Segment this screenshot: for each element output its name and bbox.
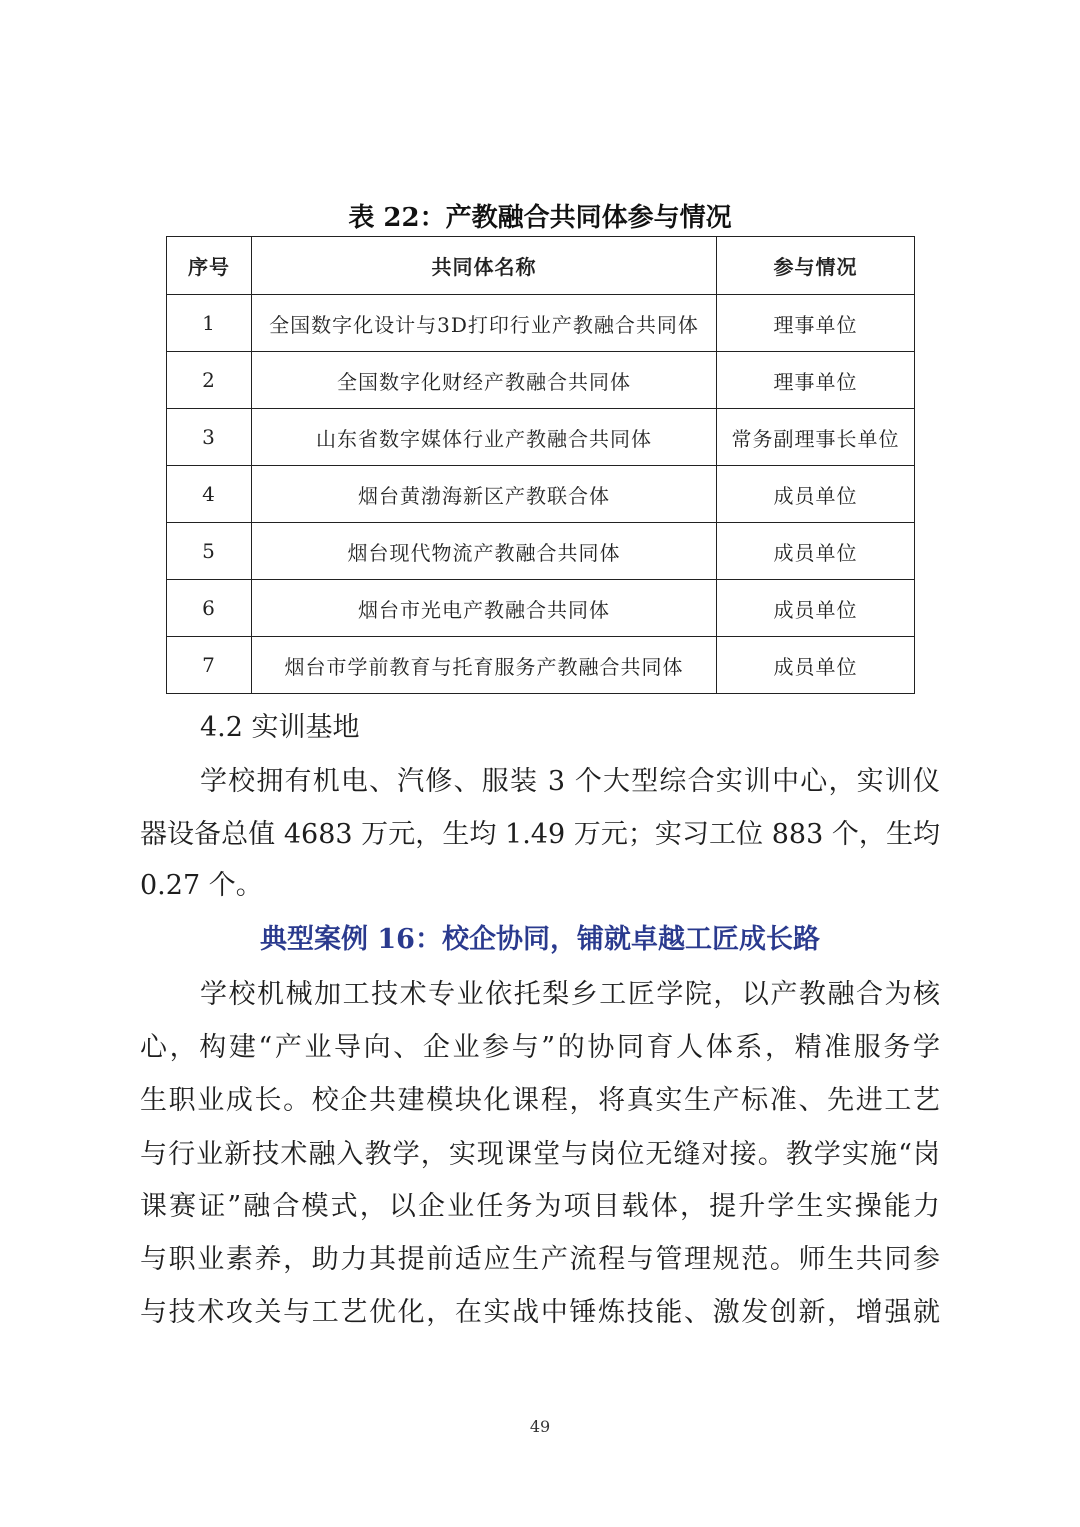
cell-community-name: 烟台市光电产教融合共同体 bbox=[252, 580, 717, 637]
table-header-row bbox=[167, 237, 915, 295]
cell-participation: 理事单位 bbox=[717, 352, 915, 409]
cell-participation: 成员单位 bbox=[717, 466, 915, 523]
header-index: 序号 bbox=[167, 237, 252, 295]
cell-participation: 成员单位 bbox=[717, 523, 915, 580]
cell-index: 7 bbox=[167, 637, 252, 694]
section-heading: 4.2 实训基地 bbox=[200, 712, 360, 743]
cell-index: 1 bbox=[167, 295, 252, 352]
cell-community-name: 全国数字化设计与3D打印行业产教融合共同体 bbox=[252, 295, 717, 352]
case-paragraph-line: 生职业成长。校企共建模块化课程，将真实生产标准、先进工艺 bbox=[140, 1085, 940, 1116]
table-row bbox=[167, 409, 915, 466]
table-row bbox=[167, 352, 915, 409]
cell-index: 5 bbox=[167, 523, 252, 580]
case-paragraph-line: 与技术攻关与工艺优化，在实战中锤炼技能、激发创新，增强就 bbox=[140, 1297, 940, 1328]
cell-community-name: 烟台现代物流产教融合共同体 bbox=[252, 523, 717, 580]
cell-community-name: 烟台黄渤海新区产教联合体 bbox=[252, 466, 717, 523]
cell-participation: 理事单位 bbox=[717, 295, 915, 352]
page-number: 49 bbox=[529, 1417, 551, 1436]
case-paragraph-line: 学校机械加工技术专业依托梨乡工匠学院，以产教融合为核 bbox=[200, 979, 940, 1010]
cell-community-name: 全国数字化财经产教融合共同体 bbox=[252, 352, 717, 409]
paragraph-line: 器设备总值 4683 万元，生均 1.49 万元；实习工位 883 个，生均 bbox=[140, 819, 940, 850]
case-paragraph-line: 与行业新技术融入教学，实现课堂与岗位无缝对接。教学实施“岗 bbox=[140, 1139, 940, 1170]
community-table bbox=[166, 236, 915, 694]
table-row bbox=[167, 580, 915, 637]
case-title: 典型案例 16：校企协同，铺就卓越工匠成长路 bbox=[260, 924, 820, 955]
cell-participation: 成员单位 bbox=[717, 580, 915, 637]
table-row bbox=[167, 523, 915, 580]
cell-index: 2 bbox=[167, 352, 252, 409]
cell-community-name: 山东省数字媒体行业产教融合共同体 bbox=[252, 409, 717, 466]
cell-participation: 成员单位 bbox=[717, 637, 915, 694]
header-community-name: 共同体名称 bbox=[252, 237, 717, 295]
case-paragraph-line: 心，构建“产业导向、企业参与”的协同育人体系，精准服务学 bbox=[140, 1032, 940, 1063]
table-title: 表 22：产教融合共同体参与情况 bbox=[348, 203, 732, 233]
table-row bbox=[167, 637, 915, 694]
cell-participation: 常务副理事长单位 bbox=[717, 409, 915, 466]
cell-community-name: 烟台市学前教育与托育服务产教融合共同体 bbox=[252, 637, 717, 694]
case-paragraph-line: 课赛证”融合模式，以企业任务为项目载体，提升学生实操能力 bbox=[140, 1191, 940, 1222]
paragraph-line: 0.27 个。 bbox=[140, 870, 263, 901]
case-paragraph-line: 与职业素养，助力其提前适应生产流程与管理规范。师生共同参 bbox=[140, 1244, 940, 1275]
cell-index: 4 bbox=[167, 466, 252, 523]
table-row bbox=[167, 295, 915, 352]
paragraph-line: 学校拥有机电、汽修、服装 3 个大型综合实训中心，实训仪 bbox=[200, 766, 940, 797]
cell-index: 3 bbox=[167, 409, 252, 466]
table-row bbox=[167, 466, 915, 523]
header-participation: 参与情况 bbox=[717, 237, 915, 295]
cell-index: 6 bbox=[167, 580, 252, 637]
